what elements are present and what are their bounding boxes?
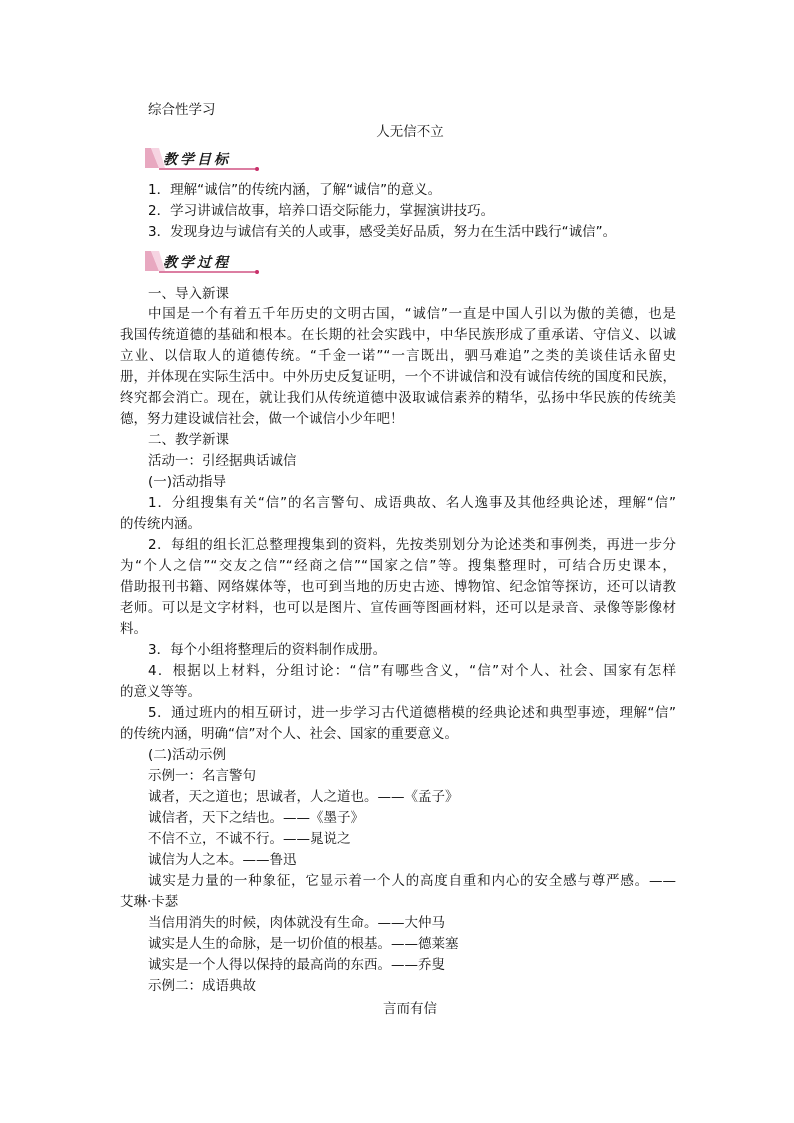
subsection-heading: (一)活动指导 <box>148 474 227 490</box>
goal-item: 1．理解“诚信”的传统内涵，了解“诚信”的意义。 <box>148 182 442 198</box>
intro-line: 德，努力建设诚信社会，做一个诚信小少年吧！ <box>120 411 404 427</box>
intro-line: 我国传统道德的基础和根本。在长期的社会实践中，中华民族形成了重承诺、守信义、以诚 <box>120 327 676 343</box>
intro-line: 立业、以信取人的道德传统。“千金一诺”“一言既出，驷马难追”之类的美谈佳话永留史 <box>120 348 676 364</box>
goals-banner-label: 教学目标 <box>163 152 231 168</box>
quote-line: 诚实是力量的一种象征，它显示着一个人的高度自重和内心的安全感与尊严感。—— <box>148 873 676 889</box>
guide-item-line: 1．分组搜集有关“信”的名言警句、成语典故、名人逸事及其他经典论述，理解“信” <box>148 495 676 511</box>
quote-line: 诚信者，天下之结也。——《墨子》 <box>148 810 364 826</box>
example-heading: 示例一：名言警句 <box>148 768 256 784</box>
quote-line: 诚者，天之道也；思诚者，人之道也。——《孟子》 <box>148 789 459 805</box>
guide-item-line: 的传统内涵。 <box>120 516 201 532</box>
intro-line: 终究都会消亡。现在，就让我们从传统道德中汲取诚信素养的精华，弘扬中华民族的传统美 <box>120 390 676 406</box>
intro-line: 中国是一个有着五千年历史的文明古国，“诚信”一直是中国人引以为傲的美德，也是 <box>148 306 676 322</box>
activity-heading: 活动一：引经据典话诚信 <box>148 453 297 469</box>
intro-line: 册，并体现在实际生活中。中外历史反复证明，一个不讲诚信和没有诚信传统的国度和民族， <box>120 369 676 385</box>
guide-item-line: 4．根据以上材料，分组讨论：“信”有哪些含义，“信”对个人、社会、国家有怎样 <box>148 663 676 679</box>
quote-line: 诚信为人之本。——鲁迅 <box>148 852 297 868</box>
section-heading: 一、导入新课 <box>148 286 229 302</box>
section-heading: 二、教学新课 <box>148 432 229 448</box>
quote-line: 诚实是一个人得以保持的最高尚的东西。——乔叟 <box>148 957 445 973</box>
guide-item-line: 老师。可以是文字材料，也可以是图片、宣传画等图画材料，还可以是录音、录像等影像材 <box>120 600 676 616</box>
guide-item-line: 的意义等等。 <box>120 684 201 700</box>
guide-item-line: 3．每个小组将整理后的资料制作成册。 <box>148 642 387 658</box>
guide-item-line: 为“个人之信”“交友之信”“经商之信”“国家之信”等。搜集整理时，可结合历史课本， <box>120 558 676 574</box>
process-banner-label: 教学过程 <box>163 255 231 271</box>
subsection-heading: (二)活动示例 <box>148 747 227 763</box>
guide-item-line: 的传统内涵，明确“信”对个人、社会、国家的重要意义。 <box>120 726 458 742</box>
guide-item-line: 料。 <box>120 621 147 637</box>
story-title: 言而有信 <box>383 1001 437 1017</box>
page-title: 人无信不立 <box>376 124 444 140</box>
quote-line: 当信用消失的时候，肉体就没有生命。——大仲马 <box>148 915 445 931</box>
guide-item-line: 5．通过班内的相互研讨，进一步学习古代道德楷模的经典论述和典型事迹，理解“信” <box>148 705 676 721</box>
goal-item: 2．学习讲诚信故事，培养口语交际能力，掌握演讲技巧。 <box>148 203 495 219</box>
guide-item-line: 借助报刊书籍、网络媒体等，也可到当地的历史古迹、博物馆、纪念馆等探访，还可以请教 <box>120 579 676 595</box>
quote-line: 不信不立，不诚不行。——晁说之 <box>148 831 351 847</box>
process-banner <box>145 249 263 275</box>
guide-item-line: 2．每组的组长汇总整理搜集到的资料，先按类别划分为论述类和事例类，再进一步分 <box>148 537 676 553</box>
goal-item: 3．发现身边与诚信有关的人或事，感受美好品质，努力在生活中践行“诚信”。 <box>148 224 617 240</box>
example-heading: 示例二：成语典故 <box>148 978 256 994</box>
goals-banner <box>145 146 263 172</box>
quote-line: 诚实是人生的命脉，是一切价值的根基。——德莱塞 <box>148 936 459 952</box>
quote-line: 艾琳·卡瑟 <box>120 894 179 910</box>
category-label: 综合性学习 <box>148 102 216 118</box>
